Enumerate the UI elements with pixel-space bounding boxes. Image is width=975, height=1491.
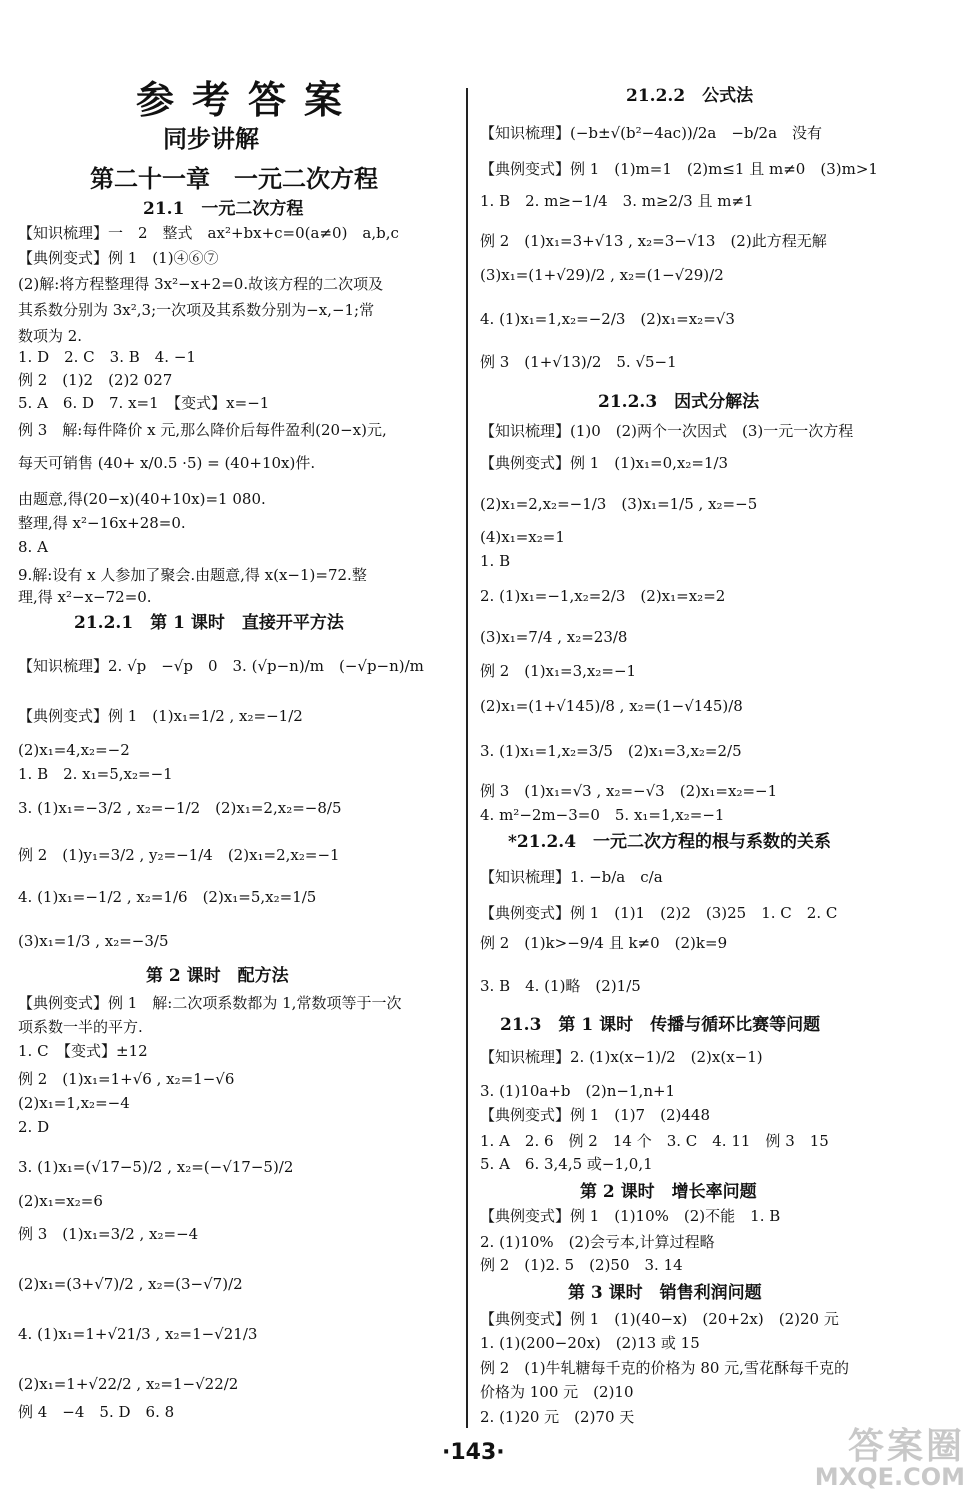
right-line-28: 3. (1)10a+b (2)n−1,n+1 — [480, 1082, 676, 1100]
page-number: ·143· — [442, 1440, 505, 1465]
left-line-37: 例 3 (1)x₁=3/2 , x₂=−4 — [18, 1225, 199, 1243]
left-line-21: 【典例变式】例 1 (1)x₁=1/2 , x₂=−1/2 — [18, 707, 303, 725]
left-line-5: 【典例变式】例 1 (1)④⑥⑦ — [18, 249, 219, 267]
right-line-36: 第 3 课时 销售利润问题 — [568, 1283, 762, 1303]
left-line-1: 同步讲解 — [163, 124, 259, 153]
watermark-line1: 答案圈 — [847, 1426, 965, 1467]
right-line-18: 3. (1)x₁=1,x₂=3/5 (2)x₁=3,x₂=2/5 — [480, 742, 742, 760]
right-line-19: 例 3 (1)x₁=√3 , x₂=−√3 (2)x₁=x₂=−1 — [480, 782, 778, 800]
right-line-5: (3)x₁=(1+√29)/2 , x₂=(1−√29)/2 — [480, 266, 724, 284]
right-line-3: 1. B 2. m≥−1/4 3. m≥2/3 且 m≠1 — [480, 192, 754, 210]
right-line-21: *21.2.4 一元二次方程的根与系数的关系 — [508, 832, 832, 852]
right-line-10: 【典例变式】例 1 (1)x₁=0,x₂=1/3 — [480, 454, 729, 472]
right-line-8: 21.2.3 因式分解法 — [598, 392, 760, 412]
left-line-7: 其系数分别为 3x²,3;一次项及其系数分别为−x,−1;常 — [18, 301, 375, 319]
left-line-20: 【知识梳理】2. √p −√p 0 3. (√p−n)/m (−√p−n)/m — [18, 657, 424, 675]
left-line-19: 21.2.1 第 1 课时 直接开平方法 — [74, 613, 344, 633]
left-line-28: 第 2 课时 配方法 — [146, 966, 289, 986]
left-line-32: 例 2 (1)x₁=1+√6 , x₂=1−√6 — [18, 1070, 235, 1088]
left-line-8: 数项为 2. — [18, 327, 83, 345]
right-line-40: 价格为 100 元 (2)10 — [480, 1383, 634, 1401]
right-line-25: 3. B 4. (1)略 (2)1/5 — [480, 977, 641, 995]
right-line-20: 4. m²−2m−3=0 5. x₁=1,x₂=−1 — [480, 806, 725, 824]
right-line-0: 21.2.2 公式法 — [626, 86, 754, 106]
right-line-11: (2)x₁=2,x₂=−1/3 (3)x₁=1/5 , x₂=−5 — [480, 495, 758, 513]
right-line-13: 1. B — [480, 552, 511, 570]
right-line-16: 例 2 (1)x₁=3,x₂=−1 — [480, 662, 637, 680]
left-line-36: (2)x₁=x₂=6 — [18, 1192, 103, 1210]
right-line-24: 例 2 (1)k>−9/4 且 k≠0 (2)k=9 — [480, 934, 728, 952]
right-line-14: 2. (1)x₁=−1,x₂=2/3 (2)x₁=x₂=2 — [480, 587, 726, 605]
left-line-16: 8. A — [18, 538, 48, 556]
right-line-35: 例 2 (1)2. 5 (2)50 3. 14 — [480, 1256, 683, 1274]
left-line-9: 1. D 2. C 3. B 4. −1 — [18, 348, 196, 366]
left-line-27: (3)x₁=1/3 , x₂=−3/5 — [18, 932, 169, 950]
right-line-12: (4)x₁=x₂=1 — [480, 528, 565, 546]
left-line-0: 参考答案 — [136, 77, 361, 122]
left-line-40: (2)x₁=1+√22/2 , x₂=1−√22/2 — [18, 1375, 239, 1393]
watermark-line2: MXQE.COM — [814, 1463, 965, 1491]
right-line-4: 例 2 (1)x₁=3+√13 , x₂=3−√13 (2)此方程无解 — [480, 232, 827, 250]
left-line-13: 每天可销售 (40+ x/0.5 ·5) = (40+10x)件. — [18, 454, 316, 472]
right-line-6: 4. (1)x₁=1,x₂=−2/3 (2)x₁=x₂=√3 — [480, 310, 735, 328]
left-line-33: (2)x₁=1,x₂=−4 — [18, 1094, 130, 1112]
left-line-4: 【知识梳理】一 2 整式 ax²+bx+c=0(a≠0) a,b,c — [18, 224, 399, 242]
left-line-6: (2)解:将方程整理得 3x²−x+2=0.故该方程的二次项及 — [18, 275, 384, 293]
right-line-15: (3)x₁=7/4 , x₂=23/8 — [480, 628, 628, 646]
left-line-24: 3. (1)x₁=−3/2 , x₂=−1/2 (2)x₁=2,x₂=−8/5 — [18, 799, 342, 817]
right-line-17: (2)x₁=(1+√145)/8 , x₂=(1−√145)/8 — [480, 697, 743, 715]
right-line-34: 2. (1)10% (2)会亏本,计算过程略 — [480, 1233, 715, 1251]
left-line-11: 5. A 6. D 7. x=1 【变式】x=−1 — [18, 394, 270, 412]
right-line-29: 【典例变式】例 1 (1)7 (2)448 — [480, 1106, 710, 1124]
right-line-38: 1. (1)(200−20x) (2)13 或 15 — [480, 1334, 700, 1352]
column-divider — [466, 88, 468, 1428]
left-line-31: 1. C 【变式】±12 — [18, 1042, 148, 1060]
right-line-33: 【典例变式】例 1 (1)10% (2)不能 1. B — [480, 1207, 781, 1225]
left-line-17: 9.解:设有 x 人参加了聚会.由题意,得 x(x−1)=72.整 — [18, 566, 367, 584]
right-line-31: 5. A 6. 3,4,5 或−1,0,1 — [480, 1155, 653, 1173]
left-line-15: 整理,得 x²−16x+28=0. — [18, 514, 186, 532]
right-line-30: 1. A 2. 6 例 2 14 个 3. C 4. 11 例 3 15 — [480, 1132, 829, 1150]
left-line-12: 例 3 解:每件降价 x 元,那么降价后每件盈利(20−x)元, — [18, 421, 387, 439]
right-line-1: 【知识梳理】(−b±√(b²−4ac))/2a −b/2a 没有 — [480, 124, 823, 142]
left-line-41: 例 4 −4 5. D 6. 8 — [18, 1403, 175, 1421]
left-line-14: 由题意,得(20−x)(40+10x)=1 080. — [18, 490, 266, 508]
left-line-23: 1. B 2. x₁=5,x₂=−1 — [18, 765, 173, 783]
left-line-34: 2. D — [18, 1118, 50, 1136]
left-line-25: 例 2 (1)y₁=3/2 , y₂=−1/4 (2)x₁=2,x₂=−1 — [18, 846, 340, 864]
left-line-22: (2)x₁=4,x₂=−2 — [18, 741, 130, 759]
watermark — [815, 1418, 965, 1491]
right-line-39: 例 2 (1)牛轧糖每千克的价格为 80 元,雪花酥每千克的 — [480, 1359, 849, 1377]
right-line-37: 【典例变式】例 1 (1)(40−x) (20+2x) (2)20 元 — [480, 1310, 839, 1328]
right-line-41: 2. (1)20 元 (2)70 天 — [480, 1408, 635, 1426]
right-line-26: 21.3 第 1 课时 传播与循环比赛等问题 — [500, 1015, 821, 1035]
left-line-29: 【典例变式】例 1 解:二次项系数都为 1,常数项等于一次 — [18, 994, 402, 1012]
right-line-32: 第 2 课时 增长率问题 — [580, 1182, 757, 1202]
left-line-10: 例 2 (1)2 (2)2 027 — [18, 371, 173, 389]
right-line-7: 例 3 (1+√13)/2 5. √5−1 — [480, 353, 677, 371]
left-line-2: 第二十一章 一元二次方程 — [90, 164, 378, 193]
left-line-38: (2)x₁=(3+√7)/2 , x₂=(3−√7)/2 — [18, 1275, 243, 1293]
left-line-26: 4. (1)x₁=−1/2 , x₂=1/6 (2)x₁=5,x₂=1/5 — [18, 888, 317, 906]
right-line-2: 【典例变式】例 1 (1)m=1 (2)m≤1 且 m≠0 (3)m>1 — [480, 160, 878, 178]
right-line-22: 【知识梳理】1. −b/a c/a — [480, 868, 663, 886]
right-line-23: 【典例变式】例 1 (1)1 (2)2 (3)25 1. C 2. C — [480, 904, 838, 922]
left-line-39: 4. (1)x₁=1+√21/3 , x₂=1−√21/3 — [18, 1325, 258, 1343]
right-line-9: 【知识梳理】(1)0 (2)两个一次因式 (3)一元一次方程 — [480, 422, 854, 440]
left-line-18: 理,得 x²−x−72=0. — [18, 588, 152, 606]
right-line-27: 【知识梳理】2. (1)x(x−1)/2 (2)x(x−1) — [480, 1048, 763, 1066]
left-line-35: 3. (1)x₁=(√17−5)/2 , x₂=(−√17−5)/2 — [18, 1158, 294, 1176]
left-line-3: 21.1 一元二次方程 — [143, 199, 304, 219]
left-line-30: 项系数一半的平方. — [18, 1018, 143, 1036]
